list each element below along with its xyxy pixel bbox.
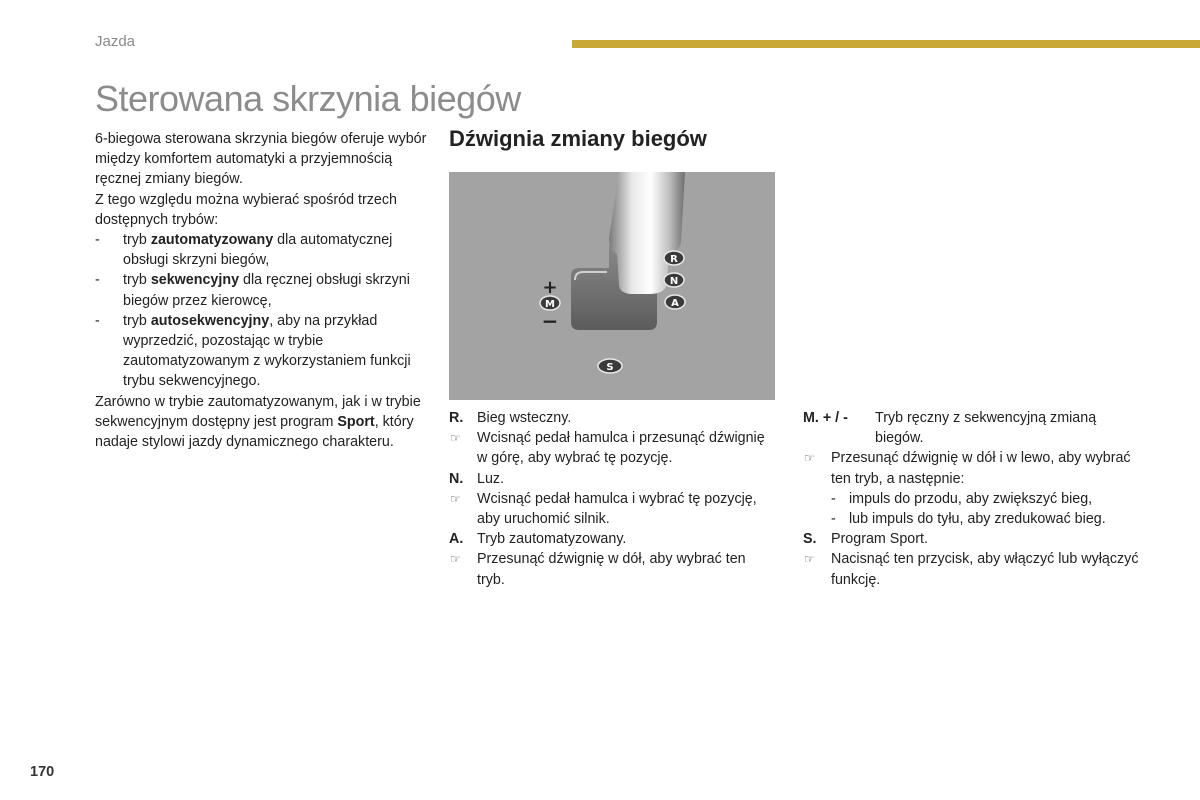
svg-text:A: A	[671, 298, 679, 309]
instruction-sub-item	[803, 509, 1143, 529]
position-s	[803, 529, 1143, 549]
header-accent-bar	[572, 40, 1200, 48]
sub-item-text: impuls do przodu, aby zwiększyć bieg,	[849, 490, 1093, 507]
list-item-bold: autosekwencyjny	[150, 312, 270, 329]
svg-text:N: N	[669, 276, 679, 287]
badge-s	[598, 359, 622, 373]
intro-text-span: , który nadaje stylowi jazdy dynamicznego charakteru.	[95, 413, 414, 451]
instruction-text: Wcisnąć pedał hamulca i wybrać tę pozycję, aby uruchomić silnik.	[477, 490, 757, 528]
dash-bullet: -	[95, 272, 100, 289]
badge-m	[540, 296, 560, 310]
badge-a	[665, 295, 685, 309]
list-item	[95, 270, 430, 310]
instruction-s	[803, 549, 1143, 589]
instruction-m	[803, 448, 1143, 488]
position-description: Bieg wsteczny.	[477, 410, 572, 426]
instruction-r	[449, 428, 769, 468]
list-item-text: tryb	[123, 272, 151, 289]
position-description: Tryb zautomatyzowany.	[477, 531, 627, 548]
position-key: M. + / -	[803, 410, 848, 426]
instruction-text: Nacisnąć ten przycisk, aby włączyć lub wyłączyć funkcję.	[831, 551, 1139, 588]
dash-bullet: -	[95, 232, 100, 249]
pointing-hand-icon: ☞	[450, 431, 461, 446]
position-a	[449, 529, 769, 549]
intro-text	[95, 129, 430, 452]
intro-text-bold: Sport	[337, 413, 375, 430]
dash-bullet: -	[831, 511, 836, 528]
sub-item-text: lub impuls do tyłu, aby zredukować bieg.	[849, 511, 1106, 528]
pointing-hand-icon: ☞	[804, 451, 815, 466]
pointing-hand-icon: ☞	[804, 552, 815, 567]
position-description: Luz.	[477, 470, 505, 487]
position-description: Tryb ręczny z sekwencyjną zmianą biegów.	[875, 410, 1097, 447]
instruction-n	[449, 489, 769, 529]
list-item-bold: sekwencyjny	[150, 272, 240, 289]
instruction-a	[449, 549, 769, 589]
dash-bullet: -	[831, 490, 836, 507]
badge-r	[664, 251, 684, 265]
position-description: Program Sport.	[831, 531, 928, 548]
gear-lever-svg	[449, 172, 775, 400]
list-item	[95, 230, 430, 270]
dash-bullet: -	[95, 312, 100, 329]
mode-list	[95, 230, 430, 392]
list-item-text: dla ręcznej obsługi skrzyni biegów przez kierowcę,	[123, 272, 410, 309]
svg-text:R: R	[670, 254, 678, 265]
svg-text:S: S	[606, 362, 614, 373]
intro-paragraph: 6-biegowa sterowana skrzynia biegów oferuje wybór między komfortem automatyki a przyjemnością ręcznej zmiany biegów.	[95, 131, 427, 188]
section-subtitle: Dźwignia zmiany biegów	[449, 126, 707, 151]
positions-column-left	[449, 408, 769, 590]
pointing-hand-icon: ☞	[450, 491, 461, 506]
instruction-sub-item	[803, 489, 1143, 509]
intro-paragraph: Z tego względu można wybierać spośród trzech dostępnych trybów:	[95, 191, 397, 228]
minus-symbol: −	[541, 309, 559, 333]
list-item	[95, 311, 430, 392]
badge-n	[664, 273, 684, 287]
page-number: 170	[30, 764, 55, 780]
instruction-text: Wcisnąć pedał hamulca i przesunąć dźwignię w górę, aby wybrać tę pozycję.	[477, 430, 765, 467]
position-r	[449, 408, 769, 428]
list-item-text: , aby na przykład wyprzedzić, pozostając w trybie zautomatyzowanym z wykorzystaniem funkcji trybu sekwencyjnego.	[123, 312, 411, 390]
page-title: Sterowana skrzynia biegów	[95, 78, 521, 119]
plus-symbol: +	[542, 277, 558, 298]
intro-text-span: Zarówno w trybie zautomatyzowanym, jak i w trybie sekwencyjnym dostępny jest program	[95, 393, 421, 430]
positions-column-right	[803, 408, 1143, 590]
position-key: N.	[449, 470, 464, 487]
position-m	[803, 408, 1143, 448]
pointing-hand-icon: ☞	[450, 552, 461, 567]
instruction-text: Przesunąć dźwignię w dół, aby wybrać ten tryb.	[477, 551, 746, 588]
section-label: Jazda	[95, 33, 136, 50]
gear-lever-illustration	[449, 172, 775, 400]
position-key: R.	[449, 410, 464, 426]
list-item-text: tryb	[123, 232, 151, 249]
instruction-text: Przesunąć dźwignię w dół i w lewo, aby wybrać ten tryb, a następnie:	[831, 450, 1131, 487]
list-item-bold: zautomatyzowany	[150, 232, 274, 249]
svg-text:M: M	[545, 299, 555, 310]
position-n	[449, 469, 769, 489]
intro-paragraph	[95, 392, 430, 453]
position-key: A.	[449, 531, 464, 548]
position-key: S.	[803, 531, 817, 548]
list-item-text: dla automatycznej obsługi skrzyni biegów,	[123, 232, 393, 269]
list-item-text: tryb	[123, 312, 151, 329]
